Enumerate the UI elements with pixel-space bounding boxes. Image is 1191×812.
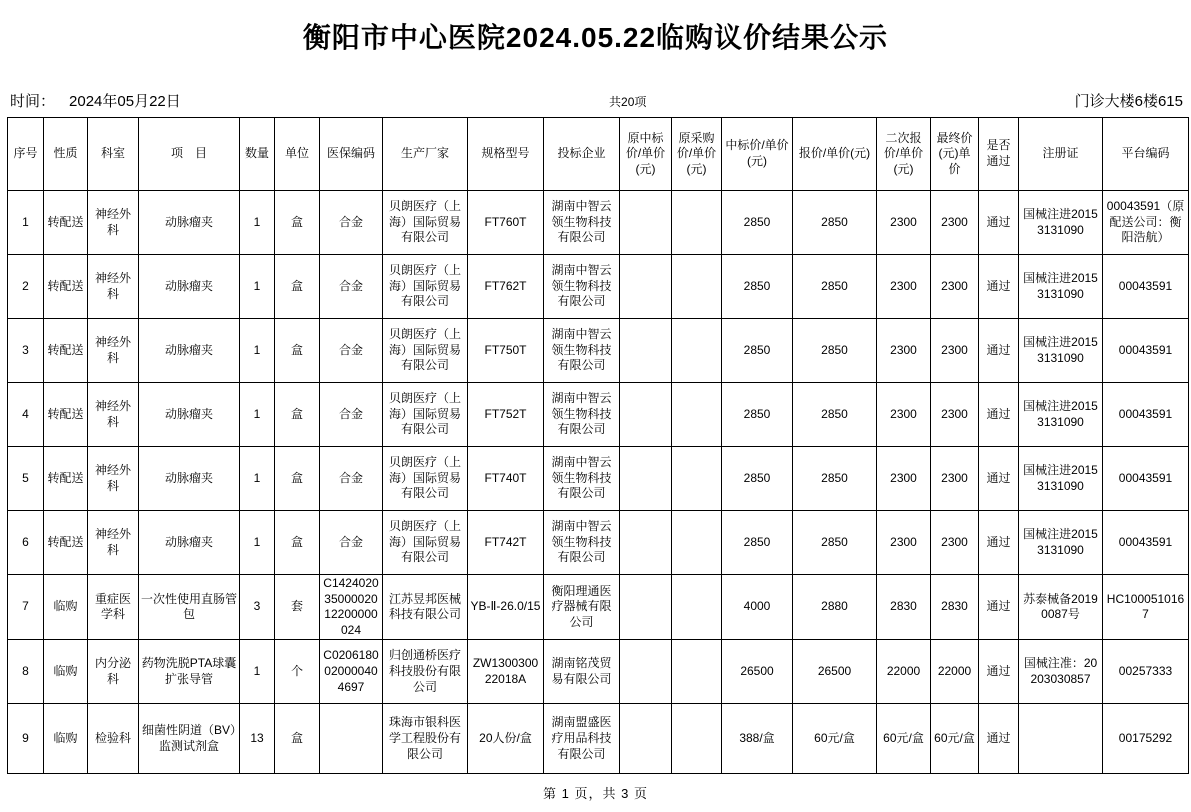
cell-orig-bid-price (620, 640, 672, 704)
cell-index: 4 (8, 383, 44, 447)
cell-department: 神经外科 (88, 383, 139, 447)
cell-spec-model: FT760T (468, 191, 544, 255)
cell-nature: 临购 (44, 640, 88, 704)
cell-quote-price: 2850 (793, 383, 877, 447)
cell-department: 神经外科 (88, 511, 139, 575)
cell-index: 7 (8, 575, 44, 640)
cell-insurance-code: C14240203500002012200000024 (320, 575, 383, 640)
cell-orig-bid-price (620, 191, 672, 255)
cell-final-price: 2300 (931, 447, 979, 511)
cell-pass-status: 通过 (979, 191, 1019, 255)
cell-unit: 盒 (275, 191, 320, 255)
column-header-second-quote: 二次报价/单价(元) (877, 118, 931, 191)
cell-registration-cert: 国械注进20153131090 (1019, 511, 1103, 575)
cell-final-price: 2830 (931, 575, 979, 640)
cell-manufacturer: 贝朗医疗（上海）国际贸易有限公司 (383, 191, 468, 255)
table-row (8, 447, 1189, 511)
column-header-bidder: 投标企业 (544, 118, 620, 191)
cell-bidder: 湖南中智云领生物科技有限公司 (544, 255, 620, 319)
cell-orig-purchase-price (672, 575, 722, 640)
cell-item: 动脉瘤夹 (139, 383, 240, 447)
cell-pass-status: 通过 (979, 640, 1019, 704)
cell-quote-price: 2850 (793, 319, 877, 383)
column-header-department: 科室 (88, 118, 139, 191)
cell-bid-price: 2850 (722, 511, 793, 575)
cell-bidder: 湖南中智云领生物科技有限公司 (544, 511, 620, 575)
cell-bidder: 湖南中智云领生物科技有限公司 (544, 383, 620, 447)
cell-spec-model: FT752T (468, 383, 544, 447)
column-header-pass-status: 是否通过 (979, 118, 1019, 191)
cell-final-price: 22000 (931, 640, 979, 704)
cell-quantity: 3 (240, 575, 275, 640)
cell-orig-bid-price (620, 511, 672, 575)
cell-registration-cert: 国械注进20153131090 (1019, 255, 1103, 319)
cell-orig-purchase-price (672, 447, 722, 511)
cell-bid-price: 2850 (722, 191, 793, 255)
cell-second-quote: 2300 (877, 255, 931, 319)
cell-final-price: 2300 (931, 319, 979, 383)
cell-unit: 盒 (275, 447, 320, 511)
table-row (8, 640, 1189, 704)
cell-quantity: 1 (240, 640, 275, 704)
cell-item: 动脉瘤夹 (139, 319, 240, 383)
cell-unit: 盒 (275, 511, 320, 575)
cell-orig-bid-price (620, 255, 672, 319)
cell-spec-model: 20人份/盒 (468, 704, 544, 774)
cell-quantity: 1 (240, 255, 275, 319)
column-header-bid-price: 中标价/单价(元) (722, 118, 793, 191)
cell-insurance-code: 合金 (320, 255, 383, 319)
cell-pass-status: 通过 (979, 511, 1019, 575)
cell-quote-price: 2850 (793, 255, 877, 319)
cell-item: 动脉瘤夹 (139, 255, 240, 319)
cell-manufacturer: 贝朗医疗（上海）国际贸易有限公司 (383, 319, 468, 383)
cell-orig-purchase-price (672, 640, 722, 704)
cell-nature: 临购 (44, 575, 88, 640)
location: 门诊大楼6楼615 (1074, 93, 1183, 110)
cell-insurance-code: 合金 (320, 383, 383, 447)
total-items: 共20项 (609, 95, 647, 109)
cell-manufacturer: 贝朗医疗（上海）国际贸易有限公司 (383, 383, 468, 447)
cell-insurance-code: 合金 (320, 191, 383, 255)
cell-orig-bid-price (620, 704, 672, 774)
cell-orig-bid-price (620, 447, 672, 511)
cell-quantity: 13 (240, 704, 275, 774)
cell-pass-status: 通过 (979, 704, 1019, 774)
cell-item: 动脉瘤夹 (139, 447, 240, 511)
cell-bidder: 湖南中智云领生物科技有限公司 (544, 191, 620, 255)
cell-orig-purchase-price (672, 511, 722, 575)
cell-final-price: 2300 (931, 191, 979, 255)
cell-insurance-code: 合金 (320, 511, 383, 575)
cell-manufacturer: 珠海市银科医学工程股份有限公司 (383, 704, 468, 774)
cell-insurance-code: 合金 (320, 447, 383, 511)
cell-platform-code: 00043591 (1103, 447, 1189, 511)
cell-department: 神经外科 (88, 191, 139, 255)
cell-bidder: 湖南中智云领生物科技有限公司 (544, 319, 620, 383)
results-table (7, 117, 1189, 774)
cell-platform-code: HC1000510167 (1103, 575, 1189, 640)
cell-spec-model: FT742T (468, 511, 544, 575)
cell-nature: 转配送 (44, 447, 88, 511)
cell-orig-purchase-price (672, 704, 722, 774)
cell-bid-price: 388/盒 (722, 704, 793, 774)
cell-quantity: 1 (240, 319, 275, 383)
cell-pass-status: 通过 (979, 447, 1019, 511)
cell-final-price: 2300 (931, 255, 979, 319)
cell-orig-purchase-price (672, 191, 722, 255)
column-header-registration-cert: 注册证 (1019, 118, 1103, 191)
cell-second-quote: 2300 (877, 191, 931, 255)
cell-department: 内分泌科 (88, 640, 139, 704)
column-header-orig-purchase-price: 原采购价/单价(元) (672, 118, 722, 191)
cell-nature: 临购 (44, 704, 88, 774)
cell-platform-code: 00043591 (1103, 319, 1189, 383)
cell-second-quote: 2300 (877, 511, 931, 575)
cell-unit: 盒 (275, 704, 320, 774)
cell-second-quote: 60元/盒 (877, 704, 931, 774)
cell-quote-price: 60元/盒 (793, 704, 877, 774)
cell-item: 动脉瘤夹 (139, 191, 240, 255)
cell-bid-price: 2850 (722, 383, 793, 447)
page-title: 衡阳市中心医院2024.05.22临购议价结果公示 (302, 22, 889, 53)
cell-orig-purchase-price (672, 319, 722, 383)
cell-bid-price: 26500 (722, 640, 793, 704)
table-body (8, 191, 1189, 774)
cell-registration-cert: 苏泰械备20190087号 (1019, 575, 1103, 640)
cell-orig-purchase-price (672, 383, 722, 447)
cell-second-quote: 2300 (877, 383, 931, 447)
cell-bidder: 湖南盟盛医疗用品科技有限公司 (544, 704, 620, 774)
cell-index: 3 (8, 319, 44, 383)
cell-unit: 套 (275, 575, 320, 640)
cell-insurance-code: C0206180020000404697 (320, 640, 383, 704)
cell-quantity: 1 (240, 191, 275, 255)
cell-platform-code: 00043591 (1103, 511, 1189, 575)
cell-orig-bid-price (620, 319, 672, 383)
cell-spec-model: YB-Ⅱ-26.0/15 (468, 575, 544, 640)
cell-item: 细菌性阴道（BV）监测试剂盒 (139, 704, 240, 774)
cell-quote-price: 2850 (793, 447, 877, 511)
table-row (8, 383, 1189, 447)
cell-platform-code: 00257333 (1103, 640, 1189, 704)
cell-bid-price: 4000 (722, 575, 793, 640)
cell-bid-price: 2850 (722, 447, 793, 511)
date-value: 2024年05月22日 (69, 93, 181, 110)
cell-spec-model: FT740T (468, 447, 544, 511)
table-header (8, 118, 1189, 191)
cell-insurance-code: 合金 (320, 319, 383, 383)
cell-department: 神经外科 (88, 255, 139, 319)
cell-platform-code: 00043591（原配送公司：衡阳浩航） (1103, 191, 1189, 255)
cell-quantity: 1 (240, 447, 275, 511)
cell-manufacturer: 贝朗医疗（上海）国际贸易有限公司 (383, 255, 468, 319)
column-header-nature: 性质 (44, 118, 88, 191)
cell-manufacturer: 江苏昱邦医械科技有限公司 (383, 575, 468, 640)
cell-registration-cert: 国械注准：20203030857 (1019, 640, 1103, 704)
cell-quote-price: 2850 (793, 191, 877, 255)
info-row (10, 90, 1183, 111)
cell-bid-price: 2850 (722, 255, 793, 319)
cell-manufacturer: 贝朗医疗（上海）国际贸易有限公司 (383, 447, 468, 511)
column-header-spec-model: 规格型号 (468, 118, 544, 191)
cell-nature: 转配送 (44, 255, 88, 319)
cell-insurance-code (320, 704, 383, 774)
cell-index: 1 (8, 191, 44, 255)
cell-second-quote: 22000 (877, 640, 931, 704)
table-header-row (8, 118, 1189, 191)
table-row (8, 575, 1189, 640)
page-footer: 第 1 页，共 3 页 (543, 786, 648, 802)
cell-quote-price: 2880 (793, 575, 877, 640)
cell-bidder: 衡阳理通医疗器械有限公司 (544, 575, 620, 640)
column-header-quote-price: 报价/单价(元) (793, 118, 877, 191)
time-label: 时间： (10, 93, 56, 110)
column-header-orig-bid-price: 原中标价/单价(元) (620, 118, 672, 191)
cell-quantity: 1 (240, 383, 275, 447)
cell-final-price: 60元/盒 (931, 704, 979, 774)
cell-bidder: 湖南中智云领生物科技有限公司 (544, 447, 620, 511)
cell-spec-model: ZW130030022018A (468, 640, 544, 704)
cell-quote-price: 26500 (793, 640, 877, 704)
column-header-insurance-code: 医保编码 (320, 118, 383, 191)
cell-registration-cert: 国械注进20153131090 (1019, 191, 1103, 255)
cell-manufacturer: 贝朗医疗（上海）国际贸易有限公司 (383, 511, 468, 575)
cell-bidder: 湖南铭茂贸易有限公司 (544, 640, 620, 704)
cell-item: 一次性使用直肠管包 (139, 575, 240, 640)
column-header-unit: 单位 (275, 118, 320, 191)
cell-registration-cert: 国械注进20153131090 (1019, 319, 1103, 383)
cell-department: 神经外科 (88, 319, 139, 383)
table-row (8, 511, 1189, 575)
cell-pass-status: 通过 (979, 575, 1019, 640)
cell-second-quote: 2300 (877, 447, 931, 511)
cell-pass-status: 通过 (979, 383, 1019, 447)
cell-index: 5 (8, 447, 44, 511)
cell-final-price: 2300 (931, 511, 979, 575)
table-row (8, 255, 1189, 319)
cell-index: 6 (8, 511, 44, 575)
cell-orig-bid-price (620, 383, 672, 447)
cell-index: 2 (8, 255, 44, 319)
table-row (8, 191, 1189, 255)
column-header-quantity: 数量 (240, 118, 275, 191)
cell-second-quote: 2830 (877, 575, 931, 640)
column-header-final-price: 最终价(元)单价 (931, 118, 979, 191)
cell-manufacturer: 归创通桥医疗科技股份有限公司 (383, 640, 468, 704)
cell-pass-status: 通过 (979, 255, 1019, 319)
cell-pass-status: 通过 (979, 319, 1019, 383)
cell-unit: 个 (275, 640, 320, 704)
cell-orig-bid-price (620, 575, 672, 640)
cell-department: 重症医学科 (88, 575, 139, 640)
column-header-platform-code: 平台编码 (1103, 118, 1189, 191)
cell-bid-price: 2850 (722, 319, 793, 383)
cell-item: 动脉瘤夹 (139, 511, 240, 575)
cell-nature: 转配送 (44, 319, 88, 383)
cell-registration-cert: 国械注进20153131090 (1019, 383, 1103, 447)
cell-unit: 盒 (275, 319, 320, 383)
cell-index: 9 (8, 704, 44, 774)
column-header-manufacturer: 生产厂家 (383, 118, 468, 191)
cell-nature: 转配送 (44, 511, 88, 575)
cell-platform-code: 00175292 (1103, 704, 1189, 774)
cell-quote-price: 2850 (793, 511, 877, 575)
table-row (8, 704, 1189, 774)
column-header-index: 序号 (8, 118, 44, 191)
cell-department: 神经外科 (88, 447, 139, 511)
cell-second-quote: 2300 (877, 319, 931, 383)
cell-platform-code: 00043591 (1103, 255, 1189, 319)
cell-spec-model: FT762T (468, 255, 544, 319)
cell-quantity: 1 (240, 511, 275, 575)
cell-registration-cert (1019, 704, 1103, 774)
cell-nature: 转配送 (44, 383, 88, 447)
info-time (10, 90, 181, 111)
cell-registration-cert: 国械注进20153131090 (1019, 447, 1103, 511)
cell-item: 药物洗脱PTA球囊扩张导管 (139, 640, 240, 704)
cell-unit: 盒 (275, 255, 320, 319)
cell-platform-code: 00043591 (1103, 383, 1189, 447)
table-row (8, 319, 1189, 383)
cell-department: 检验科 (88, 704, 139, 774)
cell-nature: 转配送 (44, 191, 88, 255)
cell-orig-purchase-price (672, 255, 722, 319)
cell-index: 8 (8, 640, 44, 704)
column-header-item: 项 目 (139, 118, 240, 191)
cell-final-price: 2300 (931, 383, 979, 447)
cell-unit: 盒 (275, 383, 320, 447)
cell-spec-model: FT750T (468, 319, 544, 383)
